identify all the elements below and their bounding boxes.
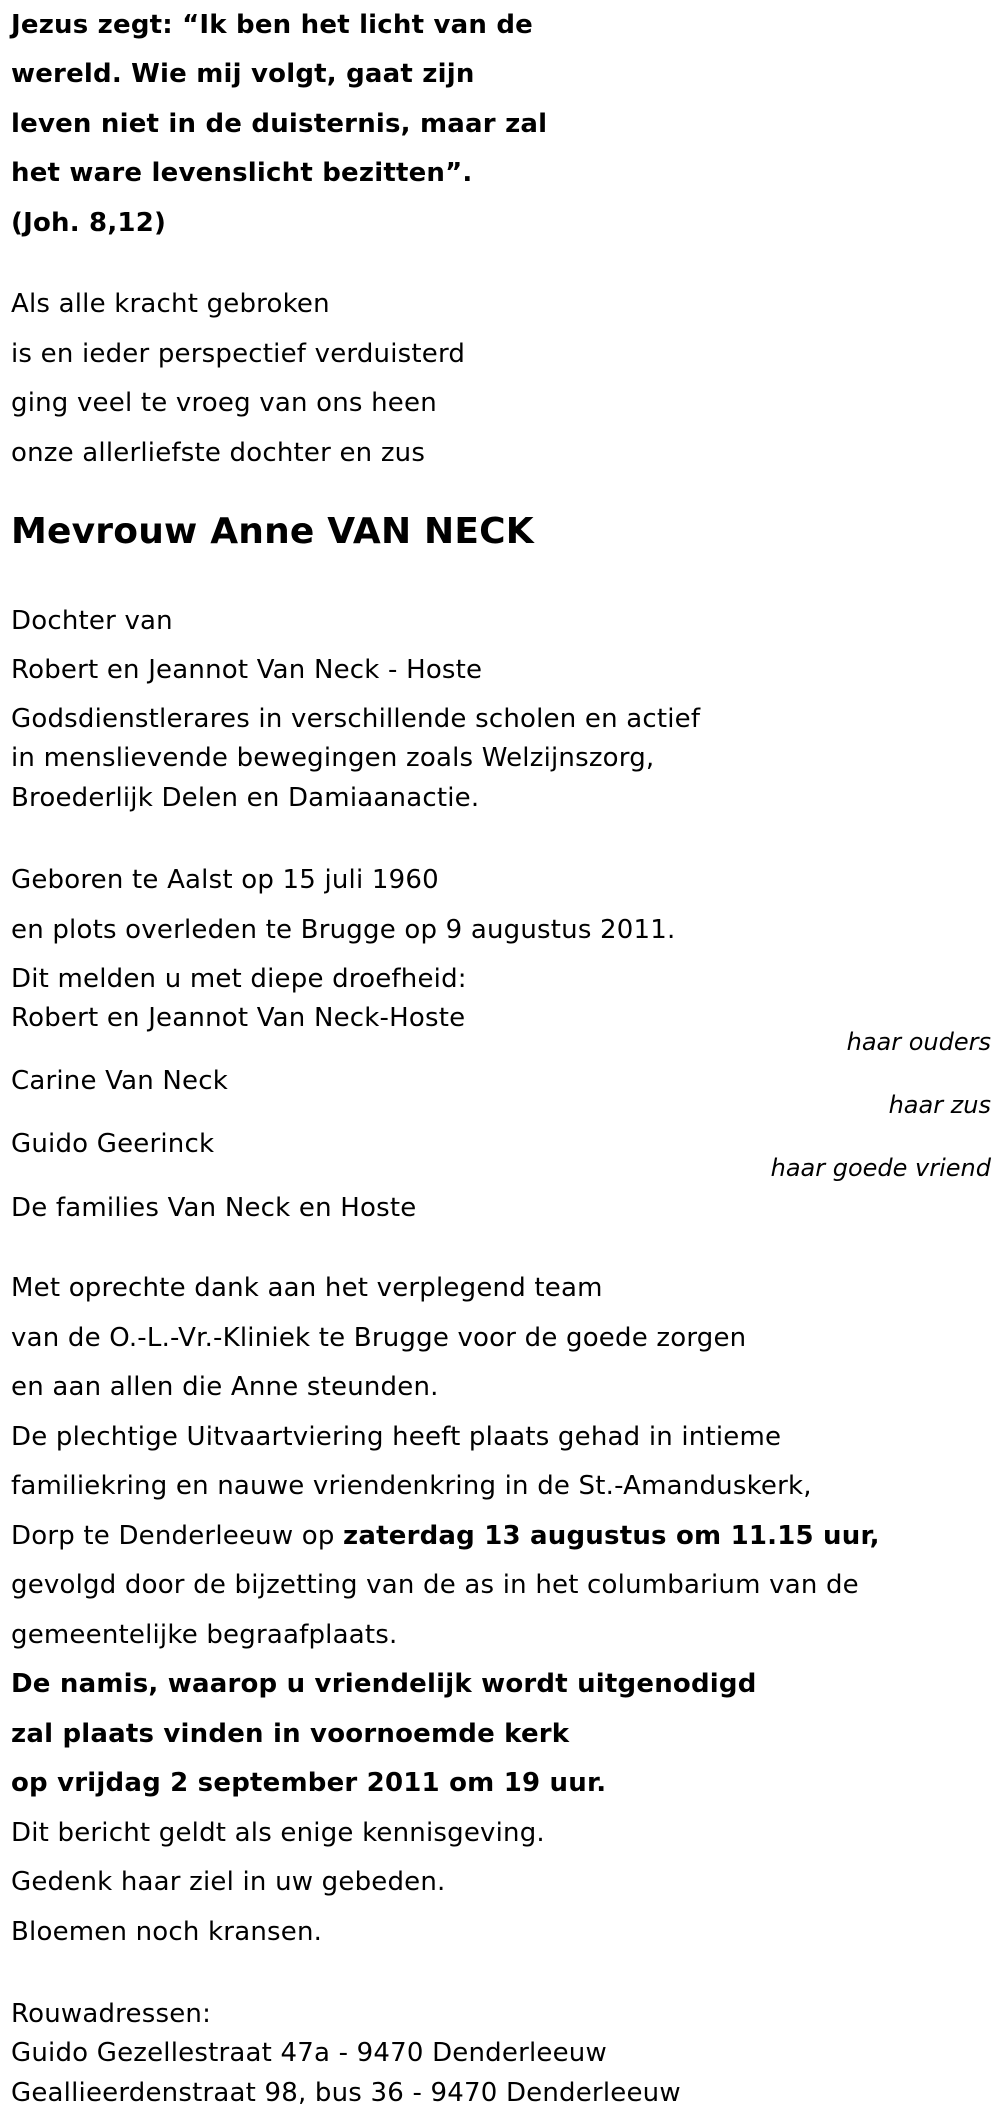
- mourner-role: haar goede vriend: [770, 1154, 991, 1182]
- memorial-mass-line-3: op vrijdag 2 september 2011 om 19 uur.: [11, 1768, 607, 1798]
- intro-line-4: onze allerliefste dochter en zus: [11, 438, 426, 468]
- addresses-label: Rouwadressen:: [11, 1999, 212, 2029]
- ceremony-location: Dorp te Denderleeuw op: [11, 1521, 344, 1551]
- address-2: Geallieerdenstraat 98, bus 36 - 9470 Denderleeuw: [11, 2078, 681, 2108]
- intro-line-3: ging veel te vroeg van ons heen: [11, 388, 437, 418]
- mourner-name: De families Van Neck en Hoste: [11, 1193, 417, 1223]
- thanks-line-2: van de O.-L.-Vr.-Kliniek te Brugge voor de goede zorgen: [11, 1323, 747, 1353]
- mourner-name: Robert en Jeannot Van Neck-Hoste: [11, 1003, 466, 1033]
- thanks-line-1: Met oprechte dank aan het verplegend team: [11, 1273, 603, 1303]
- deceased-name: Mevrouw Anne VAN NECK: [11, 511, 534, 552]
- quote-line-3: leven niet in de duisternis, maar zal: [11, 109, 548, 139]
- ceremony-line-1: De plechtige Uitvaartviering heeft plaats gehad in intieme: [11, 1422, 782, 1452]
- memorial-mass-line-2: zal plaats vinden in voornoemde kerk: [11, 1719, 570, 1749]
- death-info: en plots overleden te Brugge op 9 augustus 2011.: [11, 915, 676, 945]
- ceremony-line-3: [11, 1521, 880, 1551]
- mourner-name: Carine Van Neck: [11, 1066, 228, 1096]
- bio-parents: Robert en Jeannot Van Neck - Hoste: [11, 655, 483, 685]
- quote-line-1: Jezus zegt: “Ik ben het licht van de: [11, 10, 533, 40]
- ceremony-datetime: zaterdag 13 augustus om 11.15 uur,: [343, 1521, 880, 1551]
- mourner-role: haar zus: [888, 1091, 991, 1119]
- intro-line-2: is en ieder perspectief verduisterd: [11, 339, 466, 369]
- mourner-name: Guido Geerinck: [11, 1129, 215, 1159]
- birth-info: Geboren te Aalst op 15 juli 1960: [11, 865, 439, 895]
- quote-line-4: het ware levenslicht bezitten”.: [11, 158, 473, 188]
- quote-line-2: wereld. Wie mij volgt, gaat zijn: [11, 59, 475, 89]
- bio-occupation-line-3: Broederlijk Delen en Damiaanactie.: [11, 783, 480, 813]
- bio-occupation-line-2: in menslievende bewegingen zoals Welzijnszorg,: [11, 743, 655, 773]
- memorial-mass-line-1: De namis, waarop u vriendelijk wordt uitgenodigd: [11, 1669, 757, 1699]
- bio-occupation-line-1: Godsdienstlerares in verschillende scholen en actief: [11, 704, 701, 734]
- ceremony-line-4: gevolgd door de bijzetting van de as in het columbarium van de: [11, 1570, 859, 1600]
- address-1: Guido Gezellestraat 47a - 9470 Denderleeuw: [11, 2038, 607, 2068]
- ceremony-line-5: gemeentelijke begraafplaats.: [11, 1620, 398, 1650]
- mourner-role: haar ouders: [846, 1028, 991, 1056]
- thanks-line-3: en aan allen die Anne steunden.: [11, 1372, 439, 1402]
- ceremony-line-2: familiekring en nauwe vriendenkring in de St.-Amanduskerk,: [11, 1471, 812, 1501]
- closing-line-2: Gedenk haar ziel in uw gebeden.: [11, 1867, 446, 1897]
- bio-daughter-of: Dochter van: [11, 606, 173, 636]
- closing-line-1: Dit bericht geldt als enige kennisgeving.: [11, 1818, 545, 1848]
- quote-reference: (Joh. 8,12): [11, 208, 167, 238]
- announcement: Dit melden u met diepe droefheid:: [11, 964, 467, 994]
- intro-line-1: Als alle kracht gebroken: [11, 289, 330, 319]
- closing-line-3: Bloemen noch kransen.: [11, 1917, 323, 1947]
